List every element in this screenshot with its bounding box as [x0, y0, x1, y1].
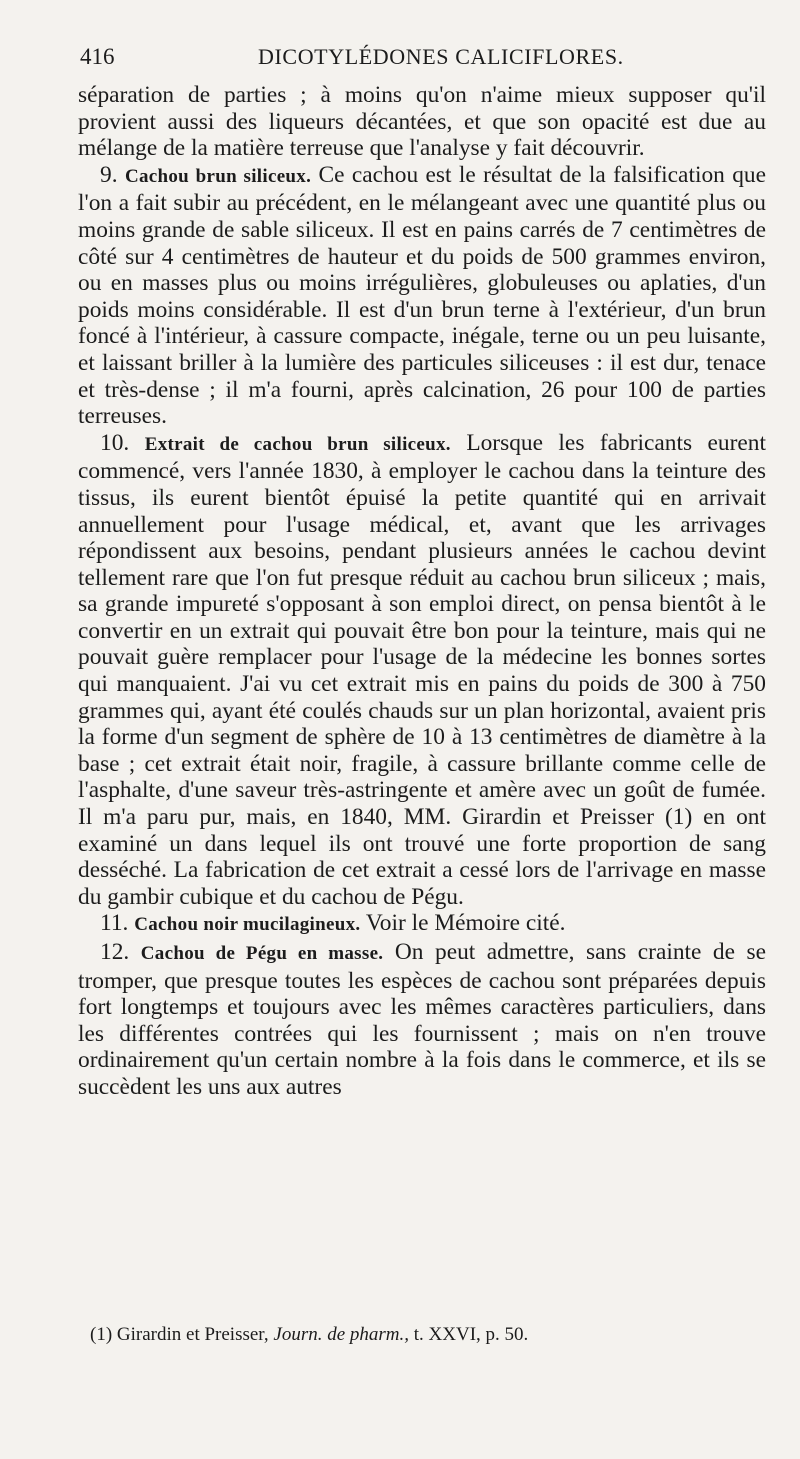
paragraph-lead: Cachou de Pégu en masse. — [140, 943, 384, 964]
page-header — [80, 44, 770, 76]
paragraph-number: 9. — [100, 161, 118, 188]
paragraph-number: 12. — [100, 939, 130, 965]
paragraph-lead: Extrait de cachou brun siliceux. — [144, 433, 451, 455]
paragraph-text: Voir le Mémoire cité. — [365, 910, 566, 937]
footnote-journal: Journ. de pharm., — [273, 1324, 410, 1345]
paragraph-lead: Cachou brun siliceux. — [124, 165, 312, 187]
paragraph-text: Lorsque les fabricants eurent commencé, vers l'année 1830, à employer le cachou dans la teinture des tissus, ils eurent bientôt épuisé la petite quantité qui en arrivait annuellement pour l'usage médical, et, avant que les arrivages répondissent aux besoins, pendant plusieurs années le cachou devint tellement rare que l'on fut presque réduit au cachou brun siliceux ; mais, sa grande impureté s'opposant à son emploi direct, on pensa bientôt à le convertir en un extrait qui pouvait être bon pour la teinture, mais qui ne pouvait guère remplacer pour l'usage de la médecine les bonnes sortes qui manquaient. J'ai vu cet extrait mis en pains du poids de 300 à 750 grammes qui, ayant été coulés chauds sur un plan horizontal, avaient pris la forme d'un segment de sphère de 10 à 13 centimètres de diamètre à la base ; cet extrait était noir, fragile, à cassure brillante comme celle de l'asphalte, d'une saveur très-astringente et amère avec un goût de fumée. Il m'a paru pur, mais, en 1840, MM. Girardin et Preisser (1) en ont examiné un dans lequel ils ont trouvé une forte proportion de sang desséché. La fabrication de cet extrait a cessé lors de l'arrivage en masse du gambir cubique et du cachou de Pégu. — [78, 429, 766, 910]
body-text — [78, 82, 766, 1101]
paragraph-text: séparation de parties ; à moins qu'on n'aime mieux supposer qu'il provient aussi des liqueurs décantées, et que son opacité est due au mélange de la matière terreuse que l'analyse y fait découvrir. — [78, 82, 766, 162]
paragraph-9 — [78, 162, 766, 430]
page-number: 416 — [80, 44, 115, 69]
footnote-authors: Girardin et Preisser, — [116, 1324, 269, 1345]
paragraph-12 — [78, 939, 766, 1101]
paragraph-text: On peut admettre, sans crainte de se tromper, que presque toutes les espèces de cachou sont préparées depuis fort longtemps et toujours avec les mêmes caractères particuliers, dans les différentes contrées qui les fournissent ; mais on n'en trouve ordinairement qu'un certain nombre à la fois dans le commerce, et ils se succèdent les uns aux autres — [78, 939, 766, 1100]
footnote-reference: t. XXVI, p. 50. — [413, 1324, 529, 1345]
paragraph-continuation — [78, 82, 766, 162]
paragraph-number: 11. — [100, 910, 129, 937]
footnote-marker: (1) — [90, 1324, 113, 1345]
running-title: DICOTYLÉDONES CALICIFLORES. — [258, 44, 624, 69]
paragraph-text: Ce cachou est le résultat de la falsification que l'on a fait subir au précédent, en le mélangeant avec une quantité plus ou moins grande de sable siliceux. Il est en pains carrés de 7 centimètres de côté sur 4 centimètres de hauteur et du poids de 500 grammes environ, ou en masses plus ou moins irrégulières, globuleuses ou aplaties, d'un poids moins considérable. Il est d'un brun terne à l'extérieur, d'un brun foncé à l'intérieur, à cassure compacte, inégale, terne ou un peu luisante, et laissant briller à la lumière des particules siliceuses : il est dur, tenace et très-dense ; il m'a fourni, après calcination, 26 pour 100 de parties terreuses. — [78, 161, 766, 430]
paragraph-10 — [78, 430, 766, 911]
paragraph-number: 10. — [100, 429, 130, 456]
paragraph-lead: Cachou noir mucilagineux. — [134, 914, 361, 936]
footnote — [90, 1323, 760, 1347]
paragraph-11 — [78, 910, 766, 939]
